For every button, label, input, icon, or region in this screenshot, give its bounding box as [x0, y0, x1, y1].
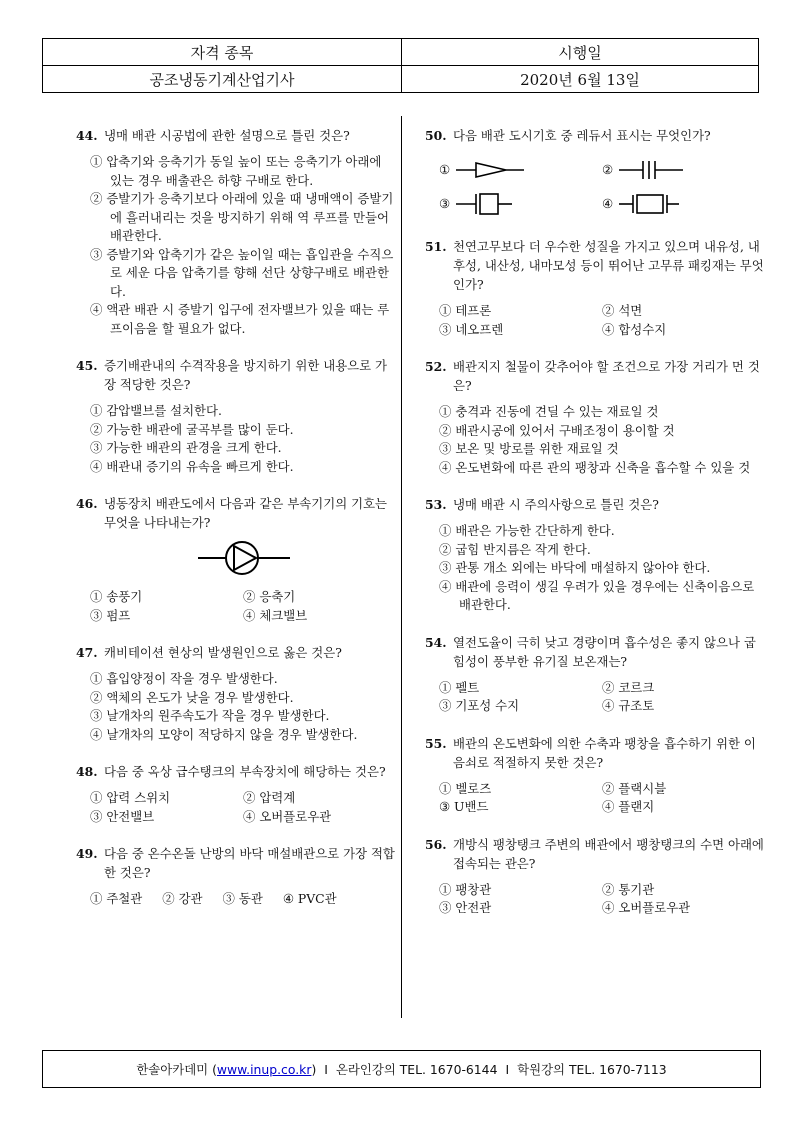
question-47 [76, 643, 396, 744]
question-56 [425, 835, 765, 918]
question-44 [76, 126, 396, 338]
option[interactable]: ② 플랙시블 [602, 780, 667, 796]
option[interactable]: ④ 날개차의 모양이 적당하지 않을 경우 발생한다. [90, 726, 358, 742]
option[interactable]: ② 가능한 배관에 굴곡부를 많이 둔다. [90, 421, 294, 437]
footer-online-phone: 온라인강의 TEL. 1670-6144 [335, 1062, 498, 1077]
option[interactable] [439, 159, 602, 181]
page-footer [42, 1050, 761, 1088]
question-number: 50. [425, 128, 447, 143]
option[interactable]: ④ 오버플로우관 [243, 808, 332, 824]
question-text: 개방식 팽창탱크 주변의 배관에서 팽창탱크의 수면 아래에 접속되는 관은? [453, 836, 764, 871]
footer-academy: 한솔아카데미 ( [136, 1062, 217, 1077]
column-divider [401, 116, 402, 1018]
option[interactable]: ④ 배관내 증기의 유속을 빠르게 한다. [90, 458, 294, 474]
header-subject-label: 자격 종목 [43, 39, 402, 66]
question-text: 열전도율이 극히 낮고 경량이며 흡수성은 좋지 않으나 굽힘성이 풍부한 유기질 보온재는? [453, 634, 756, 669]
question-55 [425, 734, 765, 817]
footer-offline-phone: 학원강의 TEL. 1670-7113 [517, 1062, 667, 1077]
option[interactable]: ① 주철관 [90, 891, 143, 906]
question-45 [76, 356, 396, 476]
option[interactable]: ③ U밴드 [439, 799, 489, 814]
question-52 [425, 357, 765, 477]
option-number: ③ [439, 195, 451, 211]
option[interactable]: ④ 배관에 응력이 생길 우려가 있을 경우에는 신축이음으로 배관한다. [439, 578, 755, 612]
question-49 [76, 844, 396, 909]
question-number: 49. [76, 846, 98, 861]
question-number: 51. [425, 239, 447, 254]
option[interactable]: ② 석면 [602, 303, 643, 318]
option[interactable]: ① 흡입양정이 작을 경우 발생한다. [90, 671, 278, 686]
question-number: 44. [76, 128, 98, 143]
option[interactable]: ① 펠트 [439, 679, 480, 695]
option[interactable]: ② 배관시공에 있어서 구배조정이 용이할 것 [439, 422, 675, 438]
option[interactable]: ③ 안전밸브 [90, 808, 155, 824]
option[interactable]: ① 배관은 가능한 간단하게 한다. [439, 523, 615, 538]
question-54 [425, 633, 765, 716]
option[interactable]: ④ 합성수지 [602, 321, 667, 337]
option-number: ④ [602, 195, 614, 211]
option[interactable] [602, 191, 765, 217]
header-date-label: 시행일 [402, 39, 759, 66]
question-text: 냉매 배관 시공법에 관한 설명으로 틀린 것은? [104, 128, 350, 143]
option[interactable]: ② 응축기 [243, 589, 296, 604]
option[interactable]: ① 충격과 진동에 견딜 수 있는 재료일 것 [439, 404, 659, 419]
option[interactable]: ③ 보온 및 방로를 위한 재료일 것 [439, 441, 619, 456]
footer-paren: ) [311, 1061, 317, 1077]
question-number: 55. [425, 735, 447, 751]
option[interactable]: ④ 오버플로우관 [602, 900, 691, 915]
option-number: ② [602, 161, 614, 177]
pump-symbol-icon [76, 536, 396, 580]
reducer-symbol-icon [450, 159, 530, 181]
option[interactable]: ② 강관 [162, 891, 203, 906]
option[interactable]: ② 굽힘 반지름은 작게 한다. [439, 541, 591, 557]
option[interactable]: ② 통기관 [602, 881, 655, 897]
question-text: 배관지지 철물이 갖추어야 할 조건으로 가장 거리가 먼 것은? [453, 359, 760, 393]
footer-separator: I [505, 1061, 510, 1077]
option[interactable]: ④ 체크밸브 [243, 607, 308, 623]
question-text: 다음 중 온수온돌 난방의 바닥 매설배관으로 가장 적합한 것은? [104, 846, 395, 880]
option[interactable]: ③ 가능한 배관의 관경을 크게 한다. [90, 440, 282, 455]
option-number: ① [439, 161, 451, 177]
header-date-value: 2020년 6월 13일 [402, 66, 759, 93]
question-48 [76, 762, 396, 826]
option[interactable] [602, 159, 765, 181]
option[interactable]: ③ 펌프 [90, 607, 131, 623]
question-number: 46. [76, 496, 98, 511]
option[interactable]: ② 압력계 [243, 790, 296, 805]
question-51 [425, 237, 765, 339]
question-text: 배관의 온도변화에 의한 수축과 팽창을 흡수하기 위한 이음쇠로 적절하지 못한 것은? [453, 735, 756, 770]
footer-separator: I [324, 1061, 328, 1077]
option[interactable]: ① 송풍기 [90, 589, 143, 604]
option[interactable]: ② 액체의 온도가 낮을 경우 발생한다. [90, 689, 294, 705]
right-column [425, 126, 765, 930]
option[interactable]: ③ 관통 개소 외에는 바닥에 매설하지 않아야 한다. [439, 560, 711, 575]
left-column [76, 126, 396, 921]
option[interactable]: ① 테프론 [439, 303, 492, 318]
option[interactable]: ③ 네오프렌 [439, 321, 504, 337]
option[interactable]: ③ 증발기와 압축기가 같은 높이일 때는 흡입관을 수직으로 세운 다음 압축기를 향해 선단 상향구배로 배관한다. [90, 246, 394, 299]
question-number: 45. [76, 358, 98, 373]
option[interactable]: ④ 온도변화에 따른 관의 팽창과 신축을 흡수할 수 있을 것 [439, 459, 751, 475]
option[interactable] [439, 191, 602, 217]
option[interactable]: ① 감압밸브를 설치한다. [90, 403, 222, 418]
question-text: 냉동장치 배관도에서 다음과 같은 부속기기의 기호는 무엇을 나타내는가? [104, 496, 388, 530]
question-number: 56. [425, 836, 447, 852]
sleeve-symbol-icon [613, 191, 693, 217]
question-number: 53. [425, 497, 447, 512]
option[interactable]: ④ 액관 배관 시 증발기 입구에 전자밸브가 있을 때는 루프이음을 할 필요가 없다. [90, 302, 390, 336]
option[interactable]: ① 압축기와 응축기가 동일 높이 또는 응축기가 아래에 있는 경우 배출관은 하향 구배로 한다. [90, 154, 382, 188]
union-symbol-icon [613, 159, 693, 181]
box-symbol-icon [450, 191, 530, 217]
question-text: 증기배관내의 수격작용을 방지하기 위한 내용으로 가장 적당한 것은? [104, 358, 388, 392]
option[interactable]: ③ 날개차의 원주속도가 작을 경우 발생한다. [90, 708, 330, 723]
option[interactable]: ③ 기포성 수지 [439, 698, 520, 713]
question-50 [425, 126, 765, 217]
question-text: 다음 배관 도시기호 중 레듀서 표시는 무엇인가? [453, 128, 711, 143]
question-number: 47. [76, 645, 98, 660]
option[interactable]: ③ 동관 [222, 891, 263, 906]
question-53 [425, 495, 765, 615]
option[interactable]: ③ 안전관 [439, 900, 492, 915]
option[interactable]: ① 팽창관 [439, 881, 492, 897]
question-text: 캐비테이션 현상의 발생원인으로 옳은 것은? [104, 645, 342, 660]
option[interactable]: ② 증발기가 응축기보다 아래에 있을 때 냉매액이 증발기에 흘러내리는 것을 방지하기 위해 역 루프를 만들어 배관한다. [90, 191, 394, 243]
option[interactable]: ① 벨로즈 [439, 780, 492, 796]
option[interactable]: ④ 플랜지 [602, 799, 655, 814]
footer-website-link[interactable]: www.inup.co.kr [216, 1061, 312, 1077]
option[interactable]: ② 코르크 [602, 679, 655, 695]
option[interactable]: ④ 규조토 [602, 698, 655, 713]
option[interactable]: ① 압력 스위치 [90, 790, 171, 805]
question-text: 다음 중 옥상 급수탱크의 부속장치에 해당하는 것은? [104, 764, 386, 779]
exam-header-table [42, 38, 759, 93]
question-text: 천연고무보다 더 우수한 성질을 가지고 있으며 내유성, 내후성, 내산성, 내마모성 등이 뛰어난 고무류 패킹재는 무엇인가? [453, 239, 764, 292]
option[interactable]: ④ PVC관 [282, 891, 337, 906]
question-number: 54. [425, 634, 447, 650]
question-number: 48. [76, 764, 98, 779]
question-46 [76, 494, 396, 625]
question-text: 냉매 배관 시 주의사항으로 틀린 것은? [453, 497, 659, 512]
question-number: 52. [425, 359, 447, 374]
header-subject-value: 공조냉동기계산업기사 [43, 66, 402, 93]
